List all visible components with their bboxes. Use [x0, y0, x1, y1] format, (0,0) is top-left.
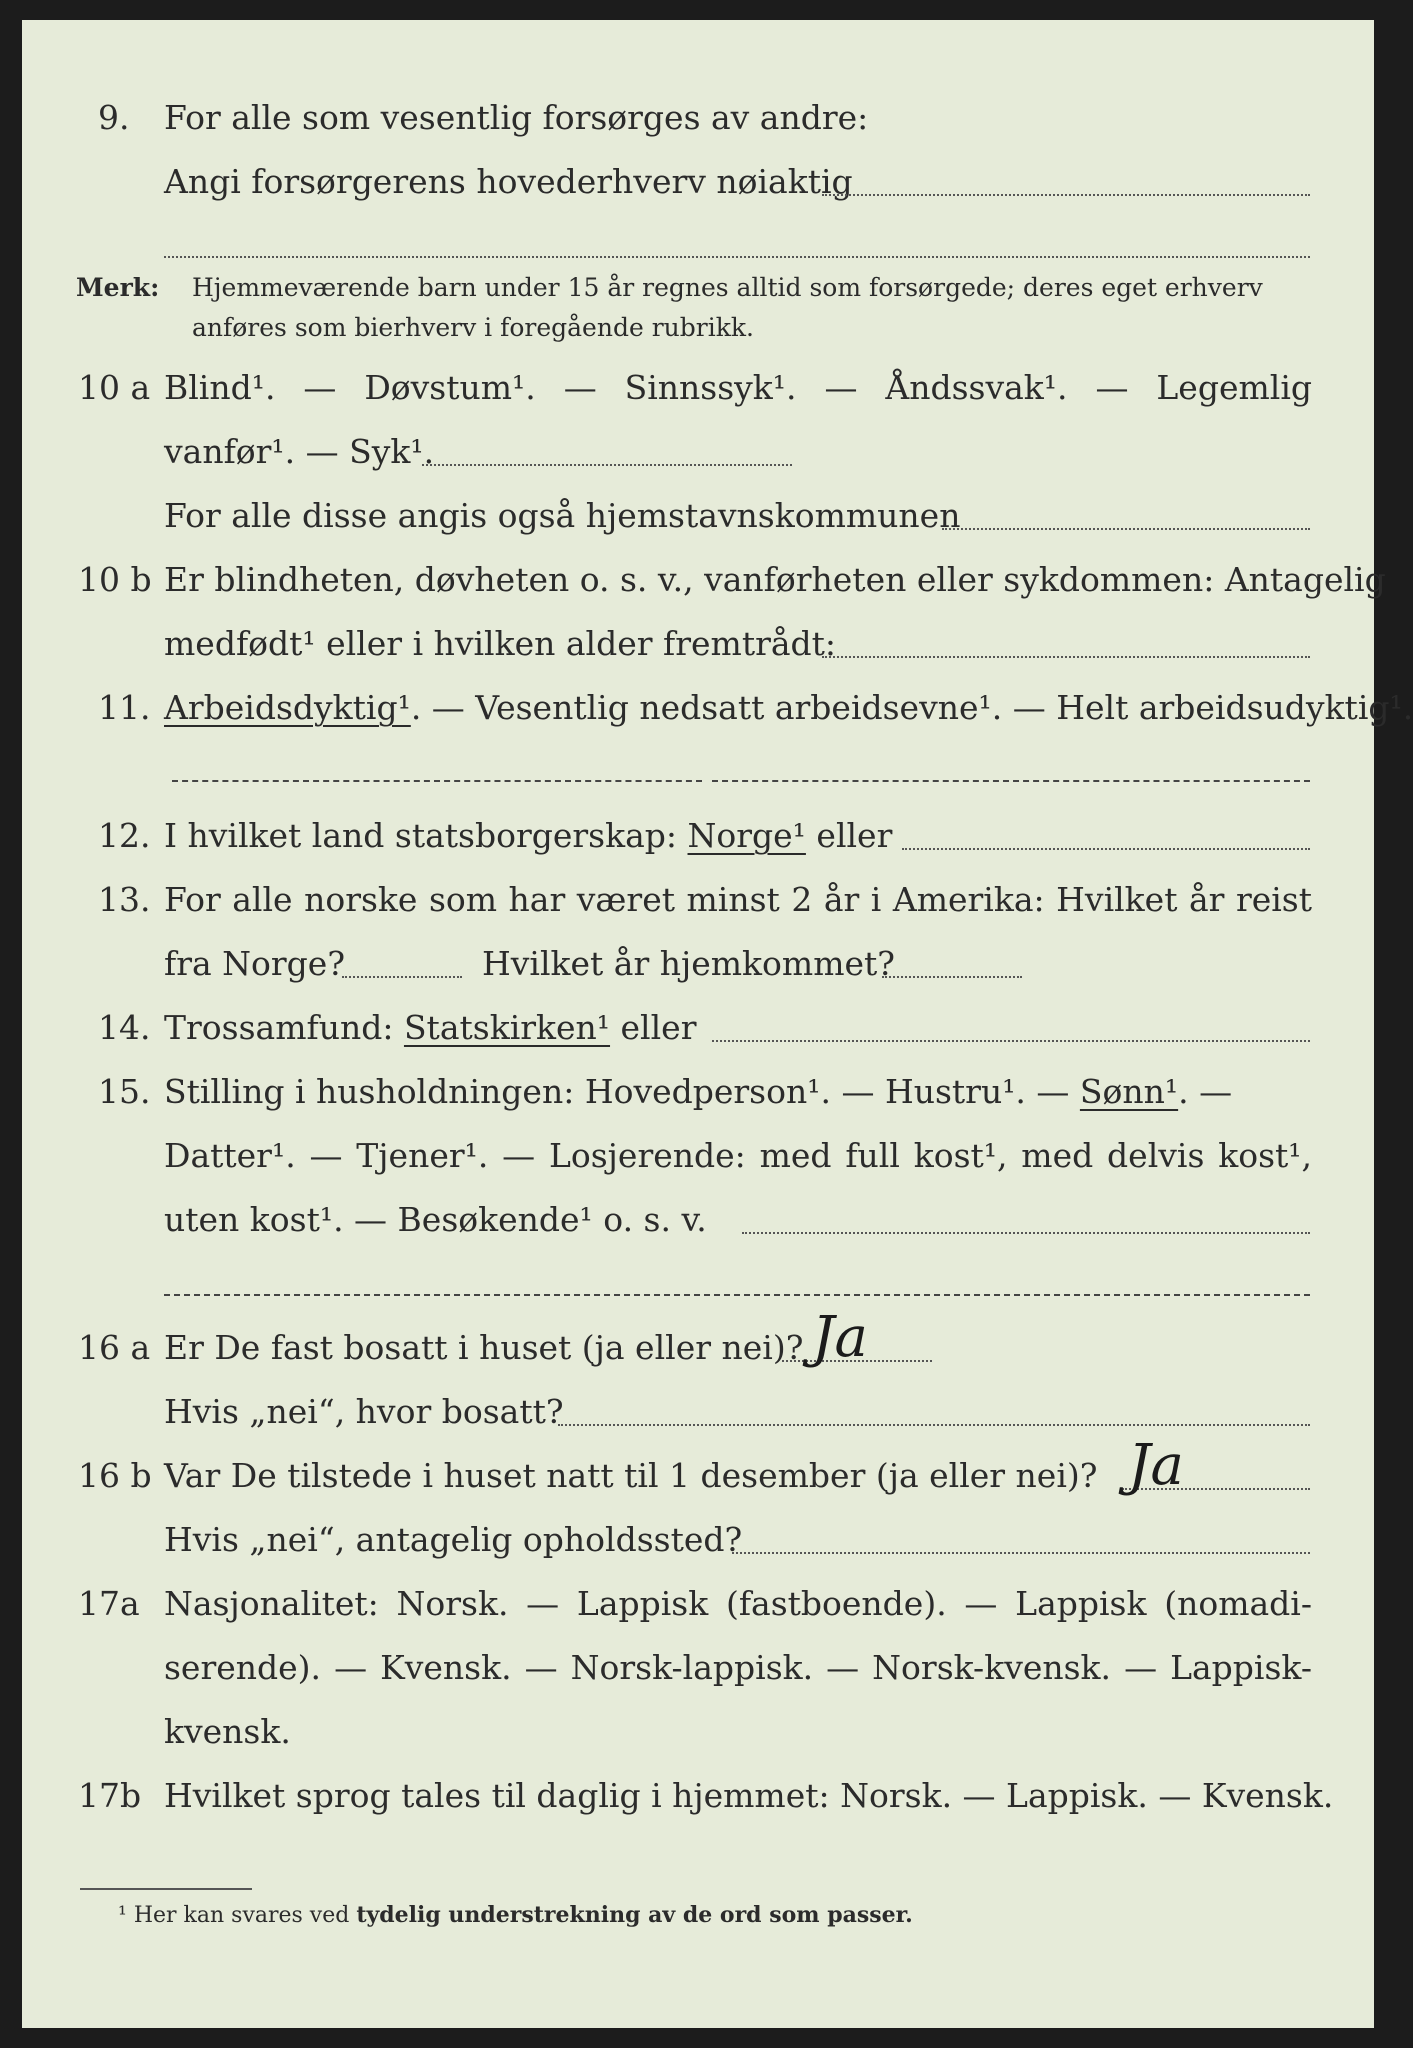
footnote-mark: ¹: [118, 1903, 127, 1928]
question-number: 11.: [98, 688, 151, 727]
question-number: 17b: [78, 1776, 142, 1815]
question-number: 13.: [98, 880, 151, 919]
answer-field-dotted[interactable]: [822, 194, 1310, 196]
question-text: Hvilket år hjemkommet?: [482, 944, 895, 983]
question-number: 15.: [98, 1072, 151, 1111]
answer-rule[interactable]: [712, 780, 1310, 782]
merk-note: [22, 268, 1374, 352]
question-text: serende). — Kvensk. — Norsk-lappisk. — Norsk-kvensk. — Lappisk-: [164, 1648, 1312, 1687]
question-9-line2: [22, 150, 1374, 214]
question-text: fra Norge?: [164, 944, 346, 983]
question-text: medfødt¹ eller i hvilken alder fremtrådt:: [164, 624, 837, 663]
question-number: 16 a: [78, 1328, 151, 1367]
question-17a-row: [22, 1572, 1374, 1636]
selected-option-sonn[interactable]: Sønn¹: [1079, 1072, 1179, 1111]
selected-option-arbeidsdyktig[interactable]: Arbeidsdyktig¹: [164, 688, 411, 727]
answer-rule[interactable]: [172, 780, 702, 782]
merk-text: Hjemmeværende barn under 15 år regnes alltid som forsørgede; deres eget erhverv anføres som bierhverv i foregående rubrikk.: [192, 273, 1263, 342]
answer-field-dotted[interactable]: [882, 976, 1022, 978]
selected-option-norge[interactable]: Norge¹: [687, 816, 806, 855]
answer-field-dotted[interactable]: [742, 1232, 1310, 1234]
question-text: For alle norske som har været minst 2 år i Amerika: Hvilket år reist: [164, 880, 1312, 919]
question-11-row: [22, 676, 1413, 740]
question-14-row: [22, 996, 1374, 1060]
question-text-pre: Trossamfund:: [164, 1008, 404, 1047]
question-text-pre: Stilling i husholdningen: Hovedperson¹. — Hustru¹. —: [164, 1072, 1080, 1111]
footnote-rule: [80, 1888, 252, 1890]
question-text-post: . —: [1178, 1072, 1233, 1111]
question-text: Var De tilstede i huset natt til 1 desember (ja eller nei)?: [164, 1456, 1098, 1495]
handwritten-answer[interactable]: Ja: [812, 1305, 868, 1370]
merk-label: Merk:: [76, 273, 160, 302]
answer-field-dotted[interactable]: [712, 1040, 1310, 1042]
question-13-row: [22, 868, 1374, 932]
answer-field-dotted[interactable]: [342, 976, 462, 978]
question-15-line3: [22, 1188, 1374, 1252]
question-10b-line2: [22, 612, 1374, 676]
question-text: Datter¹. — Tjener¹. — Losjerende: med full kost¹, med delvis kost¹,: [164, 1136, 1312, 1175]
footnote-bold-text: tydelig understrekning av de ord som passer.: [356, 1902, 913, 1928]
question-text-post: eller: [610, 1008, 697, 1047]
handwritten-answer[interactable]: Ja: [1128, 1433, 1184, 1498]
question-text: Er De fast bosatt i huset (ja eller nei)?: [164, 1328, 804, 1367]
question-number: 10 a: [78, 368, 151, 407]
question-number: 16 b: [78, 1456, 152, 1495]
question-10a-row: [22, 356, 1374, 420]
question-text: For alle disse angis også hjemstavnskommunen: [164, 496, 961, 535]
answer-field-dotted[interactable]: [164, 256, 1310, 258]
question-15-row: [22, 1060, 1374, 1124]
question-text: Er blindheten, døvheten o. s. v., vanførheten eller sykdommen: Antagelig: [164, 560, 1386, 599]
question-number: 10 b: [78, 560, 152, 599]
answer-field-dotted[interactable]: [902, 848, 1310, 850]
question-text: vanfør¹. — Syk¹.: [164, 432, 435, 471]
question-16b-line2: [22, 1508, 1374, 1572]
question-text: [164, 676, 1413, 740]
question-text: Angi forsørgerens hovederhverv nøiaktig: [164, 162, 853, 201]
question-17a-line2: [22, 1636, 1374, 1700]
question-9-row: [22, 86, 1374, 150]
question-17a-line3: [22, 1700, 1374, 1764]
selected-option-statskirken[interactable]: Statskirken¹: [403, 1008, 611, 1047]
question-text: [164, 1060, 1312, 1124]
footnote-text: Her kan svares ved: [133, 1903, 357, 1928]
question-text: Blind¹. — Døvstum¹. — Sinnssyk¹. — Åndssvak¹. — Legemlig: [164, 368, 1312, 407]
question-number: 14.: [98, 1008, 151, 1047]
question-text: Hvilket sprog tales til daglig i hjemmet: Norsk. — Lappisk. — Kvensk.: [164, 1776, 1334, 1815]
question-16a-row: [22, 1305, 1374, 1380]
question-10a-line2: [22, 420, 1374, 484]
answer-field-dotted[interactable]: [822, 656, 1310, 658]
question-text-rest: . — Vesentlig nedsatt arbeidsevne¹. — Helt arbeidsudyktig¹.: [410, 688, 1413, 727]
census-form-page: [22, 20, 1413, 2028]
question-text-pre: I hvilket land statsborgerskap:: [164, 816, 688, 855]
question-text-post: eller: [805, 816, 893, 855]
answer-field-dotted[interactable]: [942, 528, 1310, 530]
question-text: Nasjonalitet: Norsk. — Lappisk (fastboende). — Lappisk (nomadi-: [164, 1584, 1312, 1623]
question-text: [164, 804, 892, 868]
question-text: kvensk.: [164, 1712, 291, 1751]
footnote: [118, 1900, 913, 1931]
question-10b-row: [22, 548, 1386, 612]
question-16b-row: [22, 1433, 1374, 1508]
question-number: 9.: [98, 98, 130, 137]
question-text: For alle som vesentlig forsørges av andre:: [164, 98, 869, 137]
question-15-line2: [22, 1124, 1374, 1188]
question-17b-row: [22, 1764, 1374, 1828]
answer-field-dotted[interactable]: [732, 1552, 1310, 1554]
answer-rule[interactable]: [164, 1294, 1310, 1296]
question-10a-line3: [22, 484, 1374, 548]
question-number: 12.: [98, 816, 151, 855]
question-number: 17a: [78, 1584, 140, 1623]
question-text: [164, 996, 696, 1060]
question-text: uten kost¹. — Besøkende¹ o. s. v.: [164, 1200, 707, 1239]
question-12-row: [22, 804, 1374, 868]
answer-field-dotted[interactable]: [558, 1424, 1310, 1426]
question-text: Hvis „nei“, antagelig opholdssted?: [164, 1520, 743, 1559]
answer-field-dotted[interactable]: [422, 464, 792, 466]
question-13-line2: [22, 932, 1374, 996]
question-text: Hvis „nei“, hvor bosatt?: [164, 1392, 564, 1431]
